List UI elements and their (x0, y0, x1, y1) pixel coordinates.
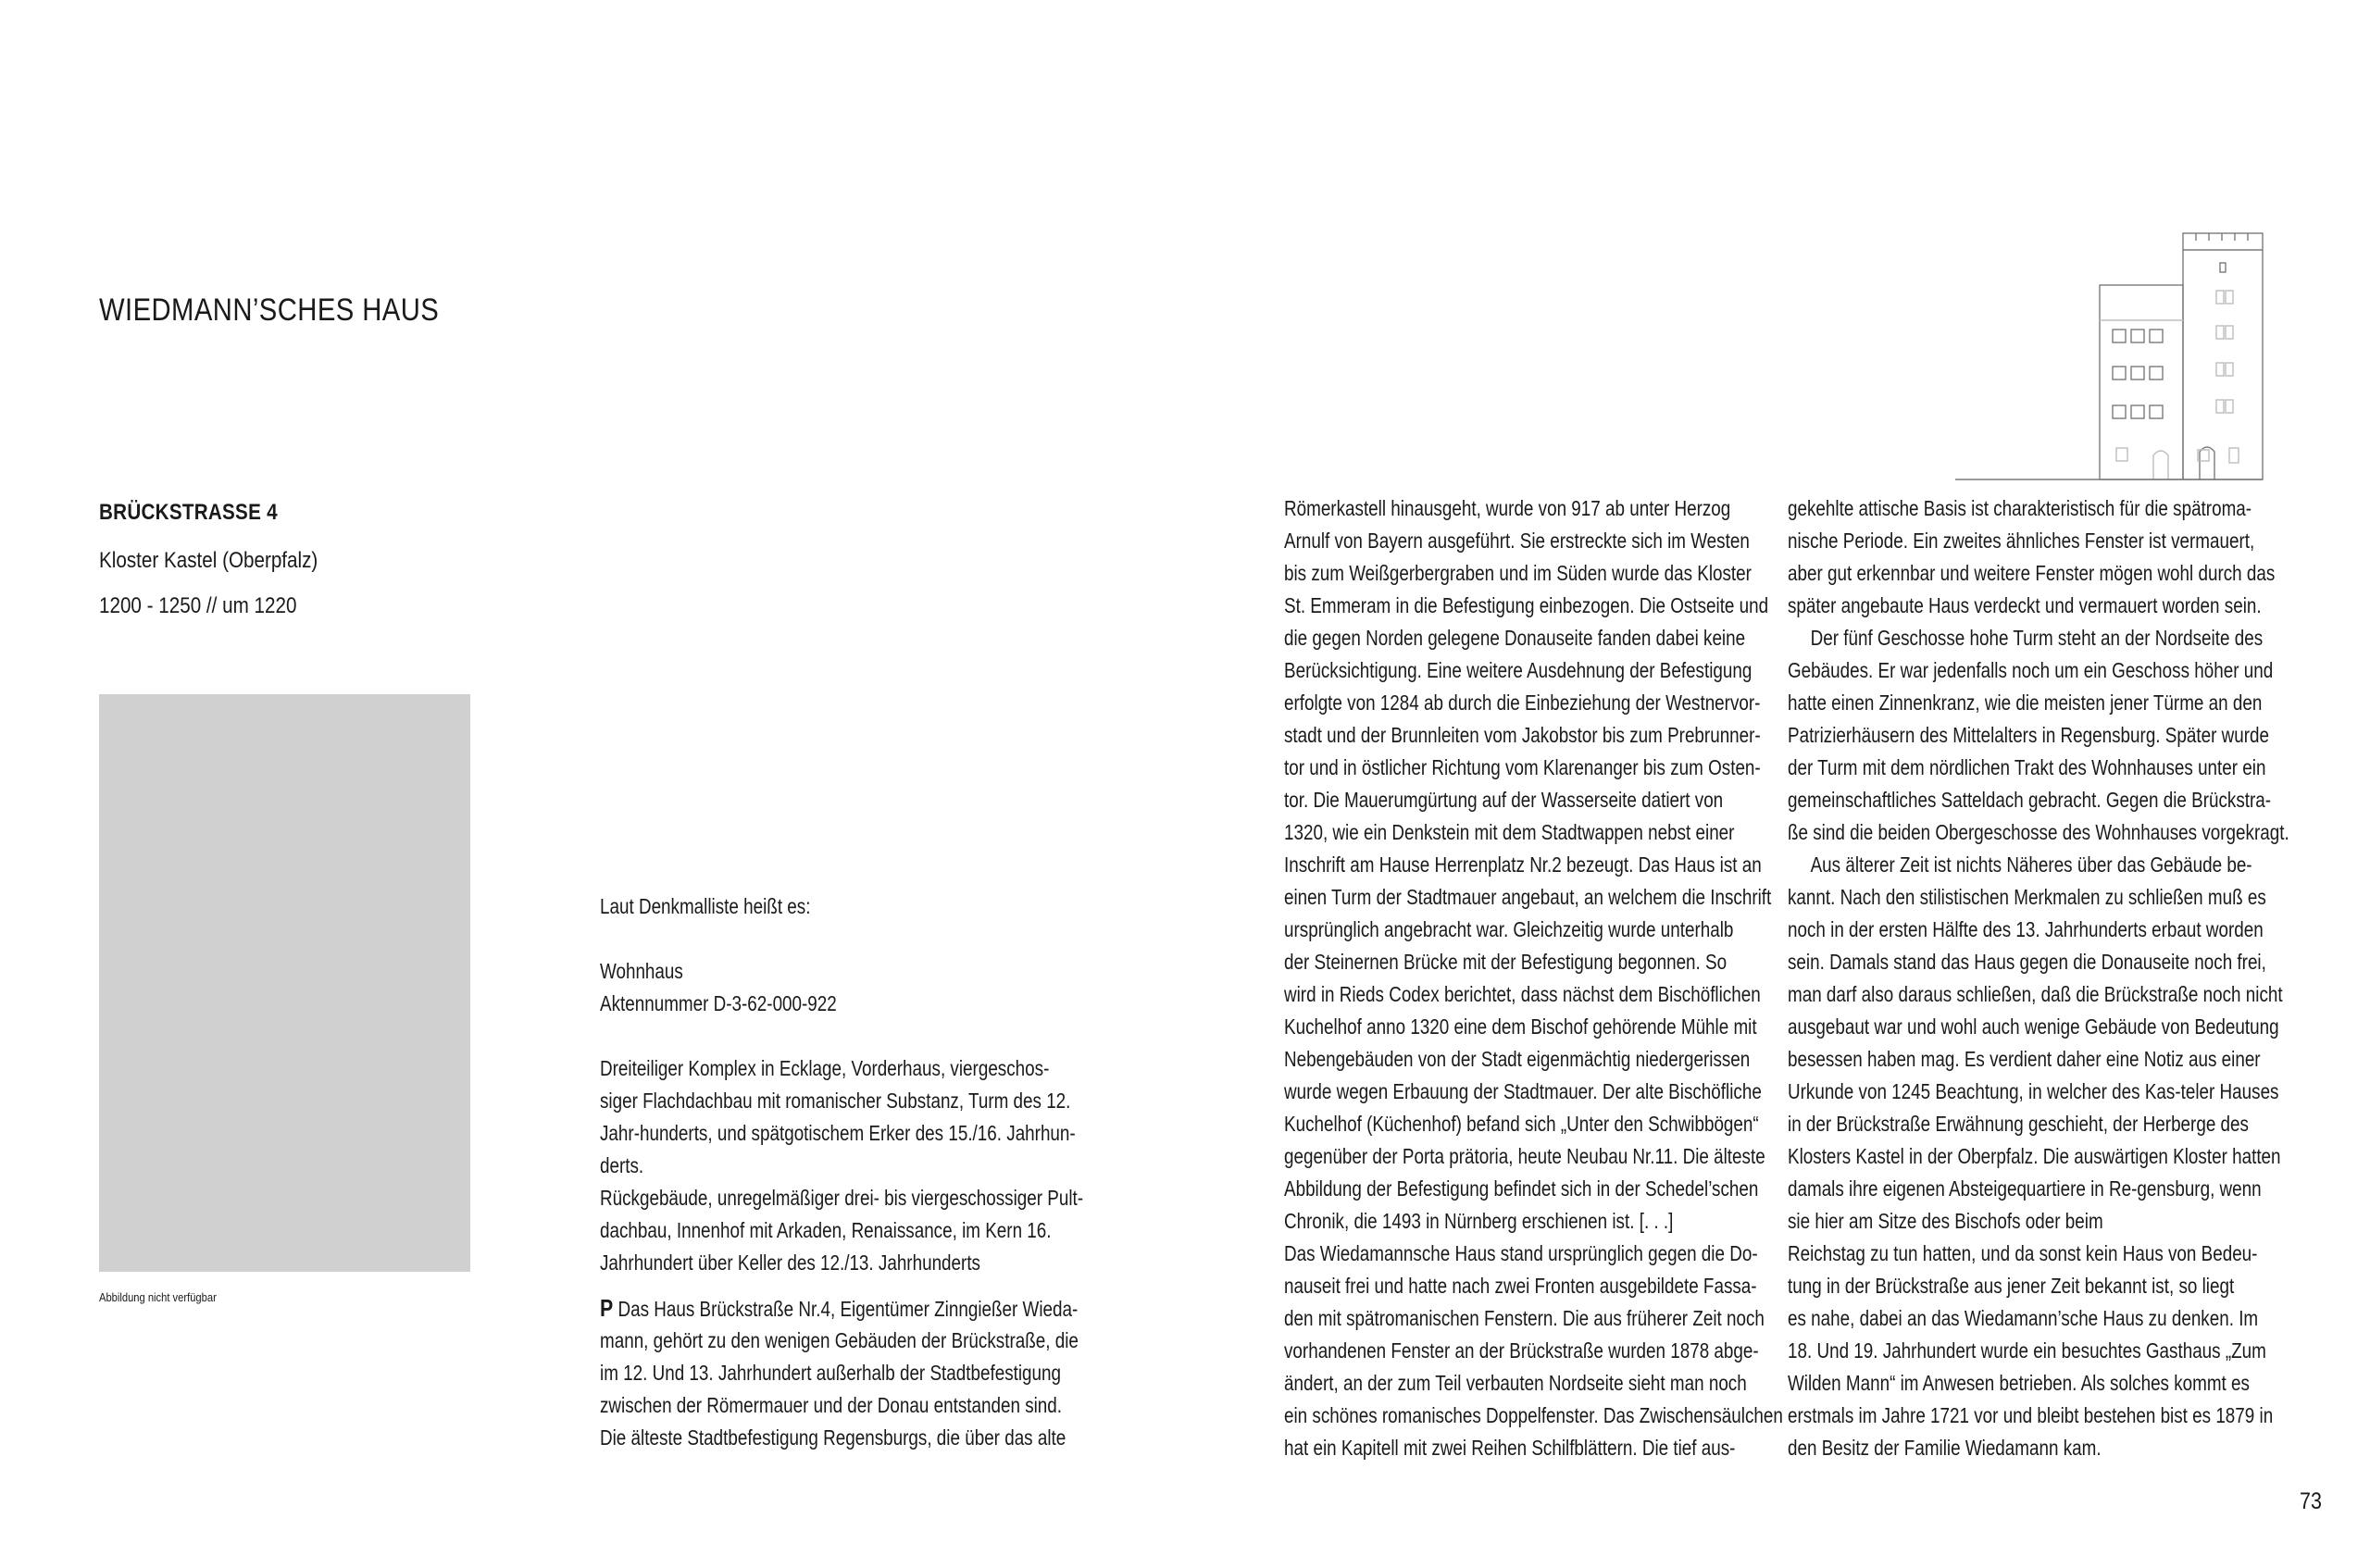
text-line: Wohnhaus (600, 959, 683, 983)
text-line: Berücksichtigung. Eine weitere Ausdehnung der Befestigung (1284, 658, 1753, 682)
text-line: ein schönes romanisches Doppelfenster. Das Zwischensäulchen (1284, 1403, 1783, 1427)
text-line: Wilden Mann“ im Anwesen betrieben. Als solches kommt es (1788, 1371, 2250, 1395)
text-line: Nebengebäuden von der Stadt eigenmächtig niedergerissen (1284, 1047, 1751, 1071)
text-line: Kuchelhof anno 1320 eine dem Bischof gehörende Mühle mit (1284, 1014, 1757, 1039)
text-line: Inschrift am Hause Herrenplatz Nr.2 bezeugt. Das Haus ist an (1284, 852, 1762, 877)
text-line: bis zum Weißgerbergraben und im Süden wurde das Kloster (1284, 561, 1752, 585)
text-line: siger Flachdachbau mit romanischer Substanz, Turm des 12. (600, 1089, 1071, 1113)
text-line: hatte einen Zinnenkranz, wie die meisten jener Türme an den (1788, 691, 2263, 715)
text-line: den Besitz der Familie Wiedamann kam. (1788, 1436, 2102, 1460)
text-line: tung in der Brückstraße aus jener Zeit bekannt ist, so liegt (1788, 1274, 2235, 1298)
text-line: es nahe, dabei an das Wiedamann’sche Haus zu denken. Im (1788, 1306, 2259, 1330)
text-line: dachbau, Innenhof mit Arkaden, Renaissance, im Kern 16. (600, 1218, 1052, 1242)
text-line: tor und in östlicher Richtung vom Klarenanger bis zum Osten- (1284, 755, 1761, 779)
text-line: man darf also daraus schließen, daß die Brückstraße noch nicht (1788, 982, 2283, 1006)
text-line: Abbildung der Befestigung befindet sich in der Schedel’schen (1284, 1176, 1759, 1201)
text-line: Das Wiedamannsche Haus stand ursprünglich gegen die Do- (1284, 1241, 1758, 1265)
text-line: gemeinschaftliches Satteldach gebracht. Gegen die Brückstra- (1788, 788, 2272, 812)
building-elevation-icon (1952, 230, 2266, 481)
text-line: aber gut erkennbar und weitere Fenster mögen wohl durch das (1788, 561, 2276, 585)
text-line: Dreiteiliger Komplex in Ecklage, Vorderhaus, viergeschos- (600, 1056, 1050, 1080)
text-line: P Das Haus Brückstraße Nr.4, Eigentümer Zinngießer Wieda- (600, 1294, 1079, 1322)
text-line: Der fünf Geschosse hohe Turm steht an der Nordseite des (1810, 626, 2264, 650)
text-line: derts. (600, 1153, 644, 1177)
text-line: sie hier am Sitze des Bischofs oder beim (1788, 1209, 2103, 1233)
owner-line: Kloster Kastel (Oberpfalz) (99, 548, 318, 573)
text-line: Jahr-hunderts, und spätgotischem Erker des 15./16. Jahrhun- (600, 1121, 1076, 1145)
blank-line (600, 1020, 1083, 1052)
text-line: Gebäudes. Er war jedenfalls noch um ein Geschoss höher und (1788, 658, 2274, 682)
text-line: wurde wegen Erbauung der Stadtmauer. Der alte Bischöfliche (1284, 1079, 1762, 1103)
text-line: die gegen Norden gelegene Donauseite fanden dabei keine (1284, 626, 1746, 650)
text-line: vorhandenen Fenster an der Brückstraße wurden 1878 abge- (1284, 1338, 1759, 1363)
text-line: im 12. Und 13. Jahrhundert außerhalb der Stadtbefestigung (600, 1361, 1062, 1385)
text-line: ändert, an der zum Teil verbauten Nordseite sieht man noch (1284, 1371, 1747, 1395)
text-column-1 (600, 890, 1190, 1454)
text-line: St. Emmeram in die Befestigung einbezogen. Die Ostseite und (1284, 593, 1769, 617)
text-line: Rückgebäude, unregelmäßiger drei- bis viergeschossiger Pult- (600, 1186, 1084, 1210)
paragraph-marker: P (600, 1294, 614, 1322)
text-line: später angebaute Haus verdeckt und vermauert worden sein. (1788, 593, 2262, 617)
text-line: Reichstag zu tun hatten, und da sonst kein Haus von Bedeu- (1788, 1241, 2258, 1265)
text-line: den mit spätromanischen Fenstern. Die aus früherer Zeit noch (1284, 1306, 1765, 1330)
text-line: erstmals im Jahre 1721 vor und bleibt bestehen bist es 1879 in (1788, 1403, 2274, 1427)
image-placeholder (99, 694, 470, 1272)
text-line: in der Brückstraße Erwähnung geschieht, der Herberge des (1788, 1112, 2249, 1136)
text-line: Urkunde von 1245 Beachtung, in welcher des Kas-teler Hauses (1788, 1079, 2279, 1103)
text-line: Aus älterer Zeit ist nichts Näheres über das Gebäude be- (1810, 852, 2252, 877)
text-line: Patrizierhäusern des Mittelalters in Regensburg. Später wurde (1788, 723, 2269, 747)
text-line: der Steinernen Brücke mit der Befestigung begonnen. So (1284, 950, 1728, 974)
text-line: sein. Damals stand das Haus gegen die Donauseite noch frei, (1788, 950, 2266, 974)
text-line: mann, gehört zu den wenigen Gebäuden der Brückstraße, die (600, 1328, 1079, 1352)
text-line: Römerkastell hinausgeht, wurde von 917 ab unter Herzog (1284, 496, 1731, 520)
text-line: erfolgte von 1284 ab durch die Einbeziehung der Westnervor- (1284, 691, 1761, 715)
text-line: Die älteste Stadtbefestigung Regensburgs, die über das alte (600, 1425, 1066, 1450)
text-line: 1320, wie ein Denkstein mit dem Stadtwappen nebst einer (1284, 820, 1735, 844)
text-line: gekehlte attische Basis ist charakteristisch für die spätroma- (1788, 496, 2252, 520)
text-line: ße sind die beiden Obergeschosse des Wohnhauses vorgekragt. (1788, 820, 2289, 844)
text-line: kannt. Nach den stilistischen Merkmalen zu schließen muß es (1788, 885, 2266, 909)
text-line: Arnulf von Bayern ausgeführt. Sie erstreckte sich im Westen (1284, 529, 1750, 553)
text-line: einen Turm der Stadtmauer angebaut, an welchem die Inschrift (1284, 885, 1772, 909)
image-caption: Abbildung nicht verfügbar (99, 1290, 217, 1304)
blank-line (600, 923, 1083, 955)
text-line: tor. Die Mauerumgürtung auf der Wasserseite datiert von (1284, 788, 1724, 812)
text-line: nische Periode. Ein zweites ähnliches Fenster ist vermauert, (1788, 529, 2255, 553)
text-line: Chronik, die 1493 in Nürnberg erschienen ist. [. . .] (1284, 1209, 1674, 1233)
text-line: noch in der ersten Hälfte des 13. Jahrhunderts erbaut worden (1788, 917, 2264, 941)
text-line: der Turm mit dem nördlichen Trakt des Wohnhauses unter ein (1788, 755, 2266, 779)
paragraph-gap (600, 1279, 1083, 1292)
text-line: Laut Denkmalliste heißt es: (600, 894, 811, 918)
text-line: Aktennummer D-3-62-000-922 (600, 991, 837, 1015)
text-line: Kuchelhof (Küchenhof) befand sich „Unter den Schwibbögen“ (1284, 1112, 1759, 1136)
text-line: nauseit frei und hatte nach zwei Fronten ausgebildete Fassa- (1284, 1274, 1757, 1298)
text-line: 18. Und 19. Jahrhundert wurde ein besuchtes Gasthaus „Zum (1788, 1338, 2266, 1363)
text-line: ursprünglich angebracht war. Gleichzeitig wurde unterhalb (1284, 917, 1734, 941)
text-line: ausgebaut war und wohl auch wenige Gebäude von Bedeutung (1788, 1014, 2279, 1039)
text-line: damals ihre eigenen Absteigequartiere in Re-gensburg, wenn (1788, 1176, 2262, 1201)
text-line: Jahrhundert über Keller des 12./13. Jahrhunderts (600, 1251, 980, 1275)
page-title: WIEDMANN’SCHES HAUS (99, 292, 440, 328)
dating-line: 1200 - 1250 // um 1220 (99, 593, 297, 618)
text-line: Klosters Kastel in der Oberpfalz. Die auswärtigen Kloster hatten (1788, 1144, 2281, 1168)
text-line: hat ein Kapitell mit zwei Reihen Schilfblättern. Die tief aus- (1284, 1436, 1736, 1460)
address-heading: BRÜCKSTRASSE 4 (99, 500, 278, 525)
text-column-3 (1788, 492, 2370, 1464)
text-line: gegenüber der Porta prätoria, heute Neubau Nr.11. Die älteste (1284, 1144, 1765, 1168)
page-number: 73 (2300, 1488, 2322, 1514)
text-line: wird in Rieds Codex berichtet, dass nächst dem Bischöflichen (1284, 982, 1761, 1006)
text-line: zwischen der Römermauer und der Donau entstanden sind. (600, 1393, 1063, 1417)
text-line: besessen haben mag. Es verdient daher eine Notiz aus einer (1788, 1047, 2261, 1071)
text-line: stadt und der Brunnleiten vom Jakobstor bis zum Prebrunner- (1284, 723, 1761, 747)
